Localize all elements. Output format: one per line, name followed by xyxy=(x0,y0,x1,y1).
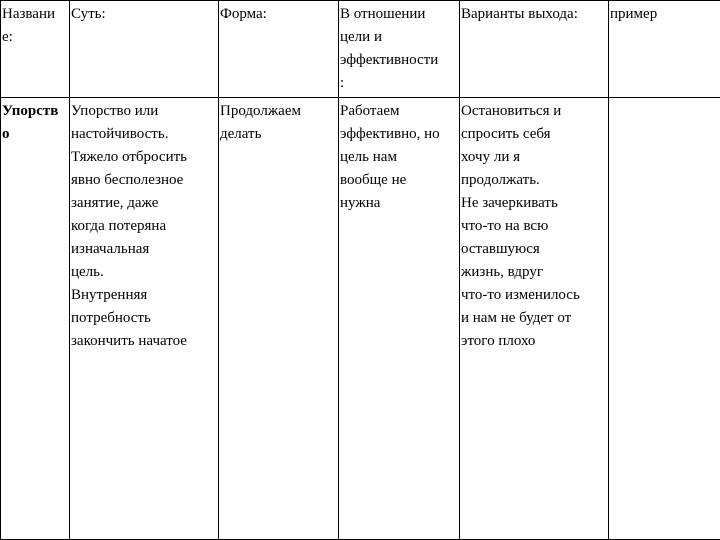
header-cell-exits xyxy=(460,1,609,98)
row-essence-text: Упорство или настойчивость. Тяжело отбросить явно бесполезное занятие, даже когда потеряна изначальная цель. Внутренняя потребность закончить начатое xyxy=(71,103,187,350)
header-essence-label: Суть: xyxy=(71,6,106,22)
row-relation-cell xyxy=(339,98,460,540)
row-form-text: Продолжаем делать xyxy=(220,103,301,143)
header-cell-example xyxy=(609,1,720,98)
header-cell-relation xyxy=(339,1,460,98)
header-cell-essence xyxy=(70,1,219,98)
row-form-cell xyxy=(219,98,339,540)
table-header-row xyxy=(1,1,720,98)
row-essence-cell xyxy=(70,98,219,540)
header-name-label: Названи е: xyxy=(2,6,56,45)
header-exits-label: Варианты выхода: xyxy=(461,6,578,22)
row-example-cell xyxy=(609,98,720,540)
row-relation-text: Работаем эффективно, но цель нам вообще не нужна xyxy=(340,103,440,212)
row-name-text: Упорств о xyxy=(2,103,59,143)
row-exits-text: Остановиться и спросить себя хочу ли я продолжать. Не зачеркивать что-то на всю оставшуюся жизнь, вдруг что-то изменилось и нам не будет от этого плохо xyxy=(461,103,580,350)
header-cell-name xyxy=(1,1,70,98)
header-relation-label: В отношении цели и эффективности : xyxy=(340,6,439,91)
table-row xyxy=(1,98,720,540)
row-name-cell xyxy=(1,98,70,540)
header-form-label: Форма: xyxy=(220,6,267,22)
header-example-label: пример xyxy=(610,6,658,22)
row-exits-cell xyxy=(460,98,609,540)
header-cell-form xyxy=(219,1,339,98)
